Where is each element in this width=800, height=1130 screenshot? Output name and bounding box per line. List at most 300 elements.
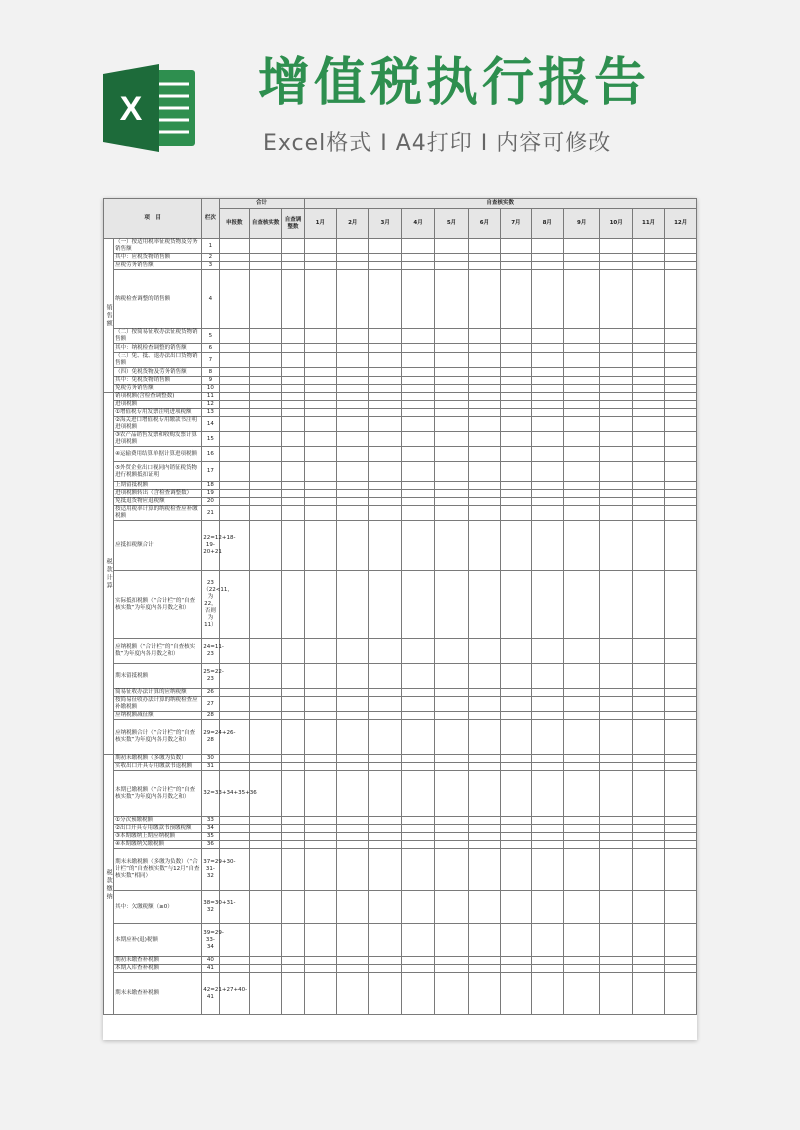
data-cell[interactable]: [531, 482, 563, 490]
data-cell[interactable]: [282, 506, 304, 521]
data-cell[interactable]: [600, 697, 632, 712]
data-cell[interactable]: [468, 973, 500, 1015]
data-cell[interactable]: [501, 368, 531, 377]
data-cell[interactable]: [401, 973, 434, 1015]
data-cell[interactable]: [219, 973, 249, 1015]
data-cell[interactable]: [501, 763, 531, 771]
data-cell[interactable]: [632, 254, 664, 262]
data-cell[interactable]: [435, 417, 468, 432]
data-cell[interactable]: [468, 817, 500, 825]
data-cell[interactable]: [219, 763, 249, 771]
data-cell[interactable]: [665, 689, 697, 697]
data-cell[interactable]: [468, 841, 500, 849]
data-cell[interactable]: [501, 506, 531, 521]
data-cell[interactable]: [531, 270, 563, 329]
data-cell[interactable]: [468, 571, 500, 639]
data-cell[interactable]: [282, 385, 304, 393]
data-cell[interactable]: [249, 689, 281, 697]
data-cell[interactable]: [304, 771, 336, 817]
data-cell[interactable]: [282, 368, 304, 377]
data-cell[interactable]: [632, 697, 664, 712]
data-cell[interactable]: [337, 771, 369, 817]
data-cell[interactable]: [600, 689, 632, 697]
data-cell[interactable]: [369, 825, 401, 833]
data-cell[interactable]: [632, 393, 664, 401]
data-cell[interactable]: [369, 462, 401, 482]
data-cell[interactable]: [600, 353, 632, 368]
data-cell[interactable]: [219, 329, 249, 344]
data-cell[interactable]: [665, 849, 697, 891]
data-cell[interactable]: [249, 417, 281, 432]
data-cell[interactable]: [600, 490, 632, 498]
data-cell[interactable]: [369, 571, 401, 639]
data-cell[interactable]: [304, 417, 336, 432]
data-cell[interactable]: [665, 353, 697, 368]
data-cell[interactable]: [632, 841, 664, 849]
data-cell[interactable]: [563, 973, 599, 1015]
data-cell[interactable]: [632, 720, 664, 755]
data-cell[interactable]: [563, 957, 599, 965]
data-cell[interactable]: [304, 817, 336, 825]
data-cell[interactable]: [665, 833, 697, 841]
data-cell[interactable]: [501, 833, 531, 841]
data-cell[interactable]: [304, 571, 336, 639]
data-cell[interactable]: [563, 712, 599, 720]
data-cell[interactable]: [219, 664, 249, 689]
data-cell[interactable]: [401, 344, 434, 353]
data-cell[interactable]: [249, 571, 281, 639]
data-cell[interactable]: [600, 973, 632, 1015]
data-cell[interactable]: [531, 571, 563, 639]
data-cell[interactable]: [435, 924, 468, 957]
data-cell[interactable]: [337, 639, 369, 664]
data-cell[interactable]: [563, 697, 599, 712]
data-cell[interactable]: [665, 506, 697, 521]
data-cell[interactable]: [632, 482, 664, 490]
data-cell[interactable]: [665, 329, 697, 344]
data-cell[interactable]: [600, 521, 632, 571]
data-cell[interactable]: [249, 817, 281, 825]
data-cell[interactable]: [501, 973, 531, 1015]
data-cell[interactable]: [665, 763, 697, 771]
data-cell[interactable]: [401, 521, 434, 571]
data-cell[interactable]: [219, 368, 249, 377]
data-cell[interactable]: [468, 755, 500, 763]
data-cell[interactable]: [435, 664, 468, 689]
data-cell[interactable]: [600, 825, 632, 833]
data-cell[interactable]: [531, 763, 563, 771]
data-cell[interactable]: [531, 833, 563, 841]
data-cell[interactable]: [304, 521, 336, 571]
data-cell[interactable]: [369, 329, 401, 344]
data-cell[interactable]: [501, 664, 531, 689]
data-cell[interactable]: [468, 521, 500, 571]
data-cell[interactable]: [304, 462, 336, 482]
data-cell[interactable]: [369, 490, 401, 498]
data-cell[interactable]: [665, 924, 697, 957]
data-cell[interactable]: [501, 239, 531, 254]
data-cell[interactable]: [369, 417, 401, 432]
data-cell[interactable]: [219, 571, 249, 639]
data-cell[interactable]: [219, 417, 249, 432]
data-cell[interactable]: [249, 262, 281, 270]
data-cell[interactable]: [665, 965, 697, 973]
data-cell[interactable]: [563, 825, 599, 833]
data-cell[interactable]: [282, 924, 304, 957]
data-cell[interactable]: [563, 262, 599, 270]
data-cell[interactable]: [337, 957, 369, 965]
data-cell[interactable]: [337, 833, 369, 841]
data-cell[interactable]: [282, 447, 304, 462]
data-cell[interactable]: [600, 417, 632, 432]
data-cell[interactable]: [337, 344, 369, 353]
data-cell[interactable]: [282, 462, 304, 482]
data-cell[interactable]: [401, 385, 434, 393]
data-cell[interactable]: [632, 849, 664, 891]
data-cell[interactable]: [632, 957, 664, 965]
data-cell[interactable]: [501, 849, 531, 891]
data-cell[interactable]: [563, 385, 599, 393]
data-cell[interactable]: [219, 924, 249, 957]
data-cell[interactable]: [563, 401, 599, 409]
data-cell[interactable]: [282, 401, 304, 409]
data-cell[interactable]: [563, 664, 599, 689]
data-cell[interactable]: [401, 639, 434, 664]
data-cell[interactable]: [665, 825, 697, 833]
data-cell[interactable]: [249, 973, 281, 1015]
data-cell[interactable]: [219, 409, 249, 417]
data-cell[interactable]: [369, 763, 401, 771]
data-cell[interactable]: [369, 254, 401, 262]
data-cell[interactable]: [468, 825, 500, 833]
data-cell[interactable]: [435, 965, 468, 973]
data-cell[interactable]: [401, 755, 434, 763]
data-cell[interactable]: [304, 385, 336, 393]
data-cell[interactable]: [401, 393, 434, 401]
data-cell[interactable]: [435, 353, 468, 368]
data-cell[interactable]: [249, 664, 281, 689]
data-cell[interactable]: [468, 712, 500, 720]
data-cell[interactable]: [337, 697, 369, 712]
data-cell[interactable]: [249, 755, 281, 763]
data-cell[interactable]: [337, 329, 369, 344]
data-cell[interactable]: [282, 973, 304, 1015]
data-cell[interactable]: [563, 447, 599, 462]
data-cell[interactable]: [401, 506, 434, 521]
data-cell[interactable]: [337, 262, 369, 270]
data-cell[interactable]: [563, 571, 599, 639]
data-cell[interactable]: [337, 712, 369, 720]
data-cell[interactable]: [304, 891, 336, 924]
data-cell[interactable]: [468, 490, 500, 498]
data-cell[interactable]: [600, 482, 632, 490]
data-cell[interactable]: [282, 965, 304, 973]
data-cell[interactable]: [600, 368, 632, 377]
data-cell[interactable]: [665, 417, 697, 432]
data-cell[interactable]: [632, 639, 664, 664]
data-cell[interactable]: [468, 447, 500, 462]
data-cell[interactable]: [304, 841, 336, 849]
data-cell[interactable]: [219, 377, 249, 385]
data-cell[interactable]: [249, 239, 281, 254]
data-cell[interactable]: [304, 239, 336, 254]
data-cell[interactable]: [249, 833, 281, 841]
data-cell[interactable]: [337, 490, 369, 498]
data-cell[interactable]: [632, 239, 664, 254]
data-cell[interactable]: [282, 571, 304, 639]
data-cell[interactable]: [435, 833, 468, 841]
data-cell[interactable]: [563, 482, 599, 490]
data-cell[interactable]: [632, 891, 664, 924]
data-cell[interactable]: [501, 447, 531, 462]
data-cell[interactable]: [600, 924, 632, 957]
data-cell[interactable]: [632, 409, 664, 417]
data-cell[interactable]: [600, 833, 632, 841]
data-cell[interactable]: [369, 639, 401, 664]
data-cell[interactable]: [401, 712, 434, 720]
data-cell[interactable]: [563, 521, 599, 571]
data-cell[interactable]: [304, 353, 336, 368]
data-cell[interactable]: [249, 377, 281, 385]
data-cell[interactable]: [501, 817, 531, 825]
data-cell[interactable]: [337, 720, 369, 755]
data-cell[interactable]: [600, 377, 632, 385]
data-cell[interactable]: [600, 409, 632, 417]
data-cell[interactable]: [501, 712, 531, 720]
data-cell[interactable]: [369, 239, 401, 254]
data-cell[interactable]: [435, 270, 468, 329]
data-cell[interactable]: [337, 841, 369, 849]
data-cell[interactable]: [219, 720, 249, 755]
data-cell[interactable]: [632, 417, 664, 432]
data-cell[interactable]: [632, 506, 664, 521]
data-cell[interactable]: [563, 353, 599, 368]
data-cell[interactable]: [369, 973, 401, 1015]
data-cell[interactable]: [401, 401, 434, 409]
data-cell[interactable]: [304, 393, 336, 401]
data-cell[interactable]: [501, 401, 531, 409]
data-cell[interactable]: [369, 521, 401, 571]
data-cell[interactable]: [435, 841, 468, 849]
data-cell[interactable]: [501, 344, 531, 353]
data-cell[interactable]: [632, 344, 664, 353]
data-cell[interactable]: [369, 833, 401, 841]
data-cell[interactable]: [337, 891, 369, 924]
data-cell[interactable]: [282, 825, 304, 833]
data-cell[interactable]: [219, 965, 249, 973]
data-cell[interactable]: [282, 755, 304, 763]
data-cell[interactable]: [369, 924, 401, 957]
data-cell[interactable]: [219, 957, 249, 965]
data-cell[interactable]: [563, 720, 599, 755]
data-cell[interactable]: [600, 720, 632, 755]
data-cell[interactable]: [435, 720, 468, 755]
data-cell[interactable]: [468, 462, 500, 482]
data-cell[interactable]: [249, 353, 281, 368]
data-cell[interactable]: [563, 639, 599, 664]
data-cell[interactable]: [435, 521, 468, 571]
data-cell[interactable]: [665, 697, 697, 712]
data-cell[interactable]: [435, 689, 468, 697]
data-cell[interactable]: [600, 712, 632, 720]
data-cell[interactable]: [219, 239, 249, 254]
data-cell[interactable]: [563, 771, 599, 817]
data-cell[interactable]: [219, 833, 249, 841]
data-cell[interactable]: [563, 239, 599, 254]
data-cell[interactable]: [249, 432, 281, 447]
data-cell[interactable]: [304, 957, 336, 965]
data-cell[interactable]: [531, 254, 563, 262]
data-cell[interactable]: [219, 849, 249, 891]
data-cell[interactable]: [219, 712, 249, 720]
data-cell[interactable]: [501, 417, 531, 432]
data-cell[interactable]: [531, 755, 563, 763]
data-cell[interactable]: [282, 771, 304, 817]
data-cell[interactable]: [632, 763, 664, 771]
data-cell[interactable]: [563, 432, 599, 447]
data-cell[interactable]: [337, 432, 369, 447]
data-cell[interactable]: [563, 755, 599, 763]
data-cell[interactable]: [249, 841, 281, 849]
data-cell[interactable]: [401, 825, 434, 833]
data-cell[interactable]: [501, 490, 531, 498]
data-cell[interactable]: [337, 849, 369, 891]
data-cell[interactable]: [369, 482, 401, 490]
data-cell[interactable]: [665, 712, 697, 720]
data-cell[interactable]: [435, 891, 468, 924]
data-cell[interactable]: [435, 490, 468, 498]
data-cell[interactable]: [219, 344, 249, 353]
data-cell[interactable]: [600, 571, 632, 639]
data-cell[interactable]: [665, 270, 697, 329]
data-cell[interactable]: [468, 353, 500, 368]
data-cell[interactable]: [337, 571, 369, 639]
data-cell[interactable]: [665, 368, 697, 377]
data-cell[interactable]: [531, 432, 563, 447]
data-cell[interactable]: [632, 377, 664, 385]
data-cell[interactable]: [337, 393, 369, 401]
data-cell[interactable]: [282, 409, 304, 417]
data-cell[interactable]: [401, 841, 434, 849]
data-cell[interactable]: [337, 924, 369, 957]
data-cell[interactable]: [369, 393, 401, 401]
data-cell[interactable]: [337, 482, 369, 490]
data-cell[interactable]: [600, 432, 632, 447]
data-cell[interactable]: [219, 490, 249, 498]
data-cell[interactable]: [249, 368, 281, 377]
data-cell[interactable]: [468, 401, 500, 409]
data-cell[interactable]: [665, 385, 697, 393]
data-cell[interactable]: [435, 482, 468, 490]
data-cell[interactable]: [531, 697, 563, 712]
data-cell[interactable]: [249, 712, 281, 720]
data-cell[interactable]: [282, 763, 304, 771]
data-cell[interactable]: [282, 817, 304, 825]
data-cell[interactable]: [304, 639, 336, 664]
data-cell[interactable]: [304, 482, 336, 490]
data-cell[interactable]: [665, 377, 697, 385]
data-cell[interactable]: [468, 965, 500, 973]
data-cell[interactable]: [369, 498, 401, 506]
data-cell[interactable]: [468, 849, 500, 891]
data-cell[interactable]: [435, 697, 468, 712]
data-cell[interactable]: [401, 689, 434, 697]
data-cell[interactable]: [249, 720, 281, 755]
data-cell[interactable]: [435, 973, 468, 1015]
data-cell[interactable]: [600, 393, 632, 401]
data-cell[interactable]: [304, 432, 336, 447]
data-cell[interactable]: [282, 432, 304, 447]
data-cell[interactable]: [219, 270, 249, 329]
data-cell[interactable]: [304, 344, 336, 353]
data-cell[interactable]: [435, 377, 468, 385]
data-cell[interactable]: [563, 329, 599, 344]
data-cell[interactable]: [435, 506, 468, 521]
data-cell[interactable]: [401, 432, 434, 447]
data-cell[interactable]: [282, 270, 304, 329]
data-cell[interactable]: [337, 377, 369, 385]
data-cell[interactable]: [304, 270, 336, 329]
data-cell[interactable]: [501, 498, 531, 506]
data-cell[interactable]: [369, 262, 401, 270]
data-cell[interactable]: [600, 262, 632, 270]
data-cell[interactable]: [337, 817, 369, 825]
data-cell[interactable]: [435, 712, 468, 720]
data-cell[interactable]: [219, 498, 249, 506]
data-cell[interactable]: [369, 755, 401, 763]
data-cell[interactable]: [501, 571, 531, 639]
data-cell[interactable]: [337, 462, 369, 482]
data-cell[interactable]: [665, 447, 697, 462]
data-cell[interactable]: [282, 957, 304, 965]
data-cell[interactable]: [468, 482, 500, 490]
data-cell[interactable]: [563, 841, 599, 849]
data-cell[interactable]: [531, 239, 563, 254]
data-cell[interactable]: [501, 755, 531, 763]
data-cell[interactable]: [249, 409, 281, 417]
data-cell[interactable]: [600, 344, 632, 353]
data-cell[interactable]: [219, 254, 249, 262]
data-cell[interactable]: [337, 447, 369, 462]
data-cell[interactable]: [632, 825, 664, 833]
data-cell[interactable]: [563, 891, 599, 924]
data-cell[interactable]: [600, 385, 632, 393]
data-cell[interactable]: [282, 393, 304, 401]
data-cell[interactable]: [468, 498, 500, 506]
data-cell[interactable]: [337, 506, 369, 521]
data-cell[interactable]: [600, 891, 632, 924]
data-cell[interactable]: [304, 833, 336, 841]
data-cell[interactable]: [531, 329, 563, 344]
data-cell[interactable]: [531, 409, 563, 417]
data-cell[interactable]: [369, 689, 401, 697]
data-cell[interactable]: [219, 755, 249, 763]
data-cell[interactable]: [219, 447, 249, 462]
data-cell[interactable]: [435, 262, 468, 270]
data-cell[interactable]: [501, 771, 531, 817]
data-cell[interactable]: [435, 755, 468, 763]
data-cell[interactable]: [468, 639, 500, 664]
data-cell[interactable]: [401, 482, 434, 490]
data-cell[interactable]: [282, 841, 304, 849]
data-cell[interactable]: [249, 344, 281, 353]
data-cell[interactable]: [563, 817, 599, 825]
data-cell[interactable]: [632, 498, 664, 506]
data-cell[interactable]: [632, 385, 664, 393]
data-cell[interactable]: [219, 482, 249, 490]
data-cell[interactable]: [468, 239, 500, 254]
data-cell[interactable]: [600, 664, 632, 689]
